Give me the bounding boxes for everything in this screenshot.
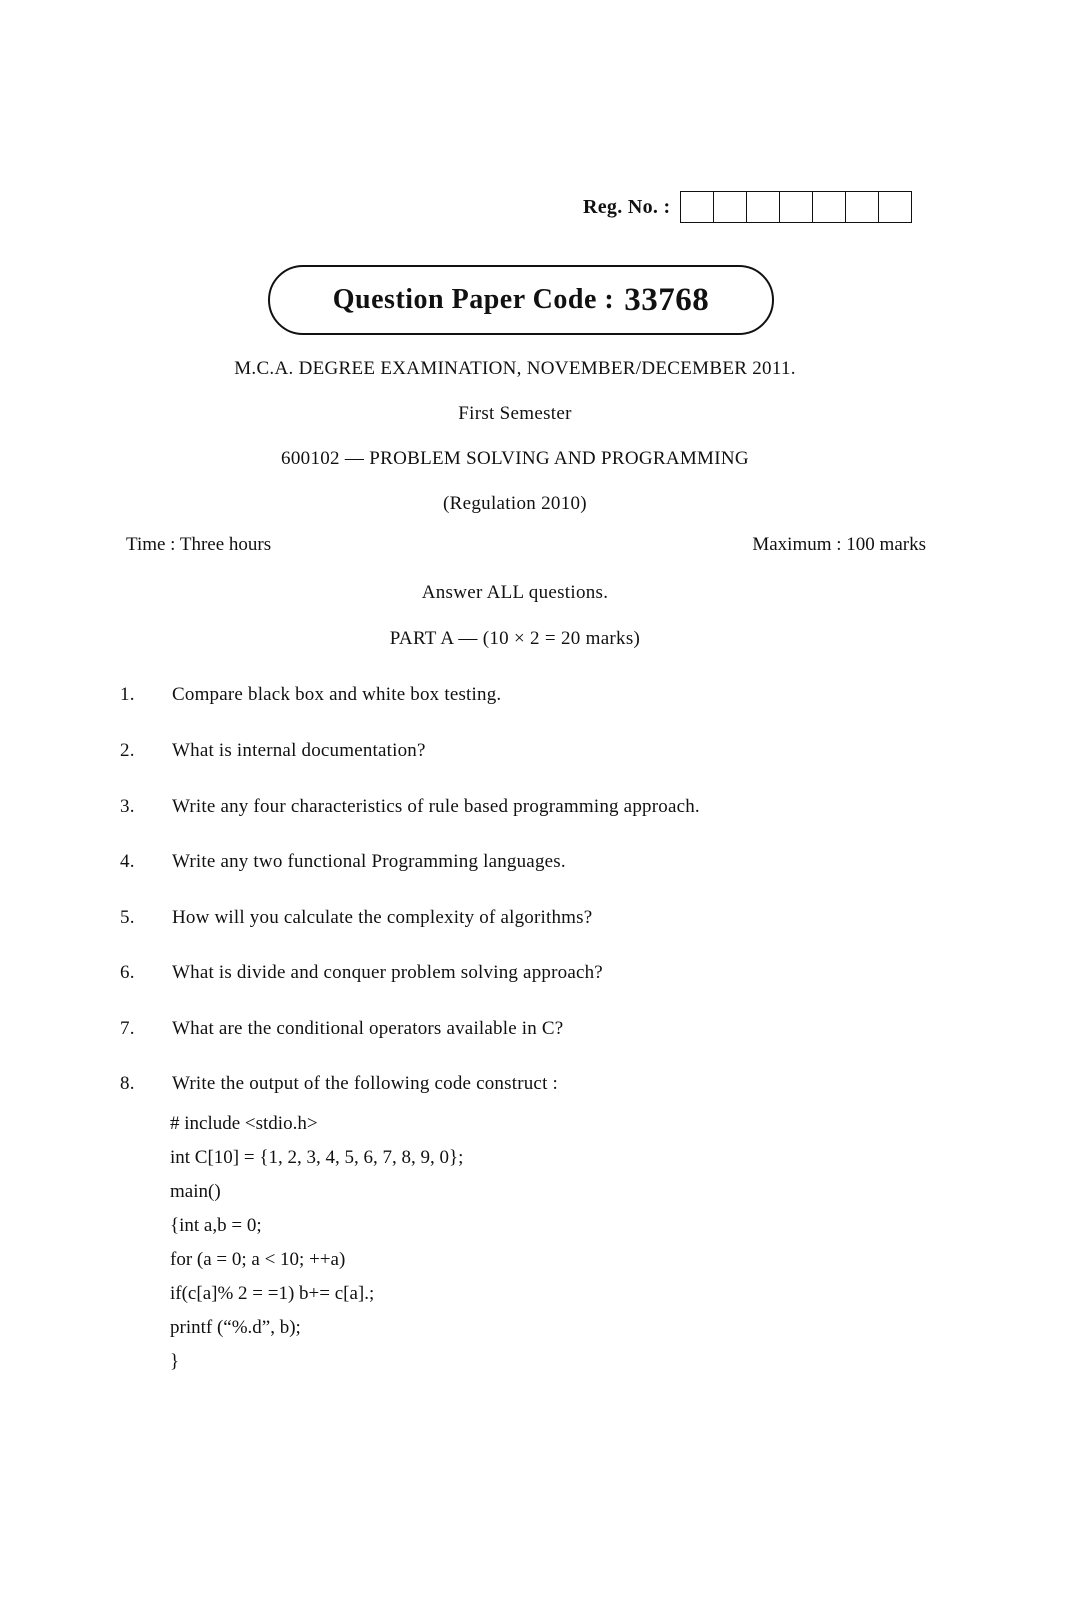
code-line: printf (“%.d”, b); <box>170 1317 301 1338</box>
code-snippet <box>170 1107 463 1379</box>
question-text: Write any four characteristics of rule based programming approach. <box>172 796 700 817</box>
question-text: How will you calculate the complexity of algorithms? <box>172 907 593 928</box>
maximum-marks: Maximum : 100 marks <box>752 534 926 555</box>
question-item <box>120 1018 563 1040</box>
question-number: 5. <box>120 907 135 928</box>
question-paper-code-badge <box>268 265 774 335</box>
part-a-heading: PART A — (10 × 2 = 20 marks) <box>389 628 641 649</box>
question-item <box>120 851 566 873</box>
question-number: 7. <box>120 1018 135 1039</box>
code-line: if(c[a]% 2 = =1) b+= c[a].; <box>170 1283 375 1304</box>
question-number: 4. <box>120 851 135 872</box>
question-number: 2. <box>120 740 135 761</box>
question-text: Write any two functional Programming languages. <box>172 851 566 872</box>
question-number: 1. <box>120 684 135 705</box>
reg-digit-box[interactable] <box>879 192 911 222</box>
code-line: # include <stdio.h> <box>170 1113 318 1134</box>
question-item <box>120 1073 558 1095</box>
question-text: Compare black box and white box testing. <box>172 684 502 705</box>
reg-number-boxes <box>680 191 912 223</box>
code-line: } <box>170 1351 180 1372</box>
question-paper-code-label: Question Paper Code : <box>332 284 615 315</box>
subject-title: 600102 — PROBLEM SOLVING AND PROGRAMMING <box>281 448 749 469</box>
code-line: for (a = 0; a < 10; ++a) <box>170 1249 346 1270</box>
question-item <box>120 740 426 762</box>
question-text: What is internal documentation? <box>172 740 426 761</box>
reg-digit-box[interactable] <box>714 192 747 222</box>
reg-digit-box[interactable] <box>813 192 846 222</box>
reg-digit-box[interactable] <box>681 192 714 222</box>
reg-digit-box[interactable] <box>846 192 879 222</box>
question-item <box>120 796 700 818</box>
time-marks-row <box>126 534 926 556</box>
question-number: 3. <box>120 796 135 817</box>
instruction: Answer ALL questions. <box>421 582 609 603</box>
question-item <box>120 684 501 706</box>
reg-digit-box[interactable] <box>747 192 780 222</box>
question-text: Write the output of the following code construct : <box>172 1073 558 1094</box>
question-item <box>120 962 603 984</box>
exam-title: M.C.A. DEGREE EXAMINATION, NOVEMBER/DECEMBER 2011. <box>234 358 796 379</box>
reg-number-block <box>583 190 912 224</box>
code-line: int C[10] = {1, 2, 3, 4, 5, 6, 7, 8, 9, 0}; <box>170 1147 464 1168</box>
question-text: What is divide and conquer problem solving approach? <box>172 962 603 983</box>
question-number: 8. <box>120 1073 135 1094</box>
code-line: main() <box>170 1181 221 1202</box>
time-allowed: Time : Three hours <box>126 534 272 555</box>
question-item <box>120 907 592 929</box>
question-paper-code-value: 33768 <box>624 281 710 318</box>
regulation: (Regulation 2010) <box>443 493 587 514</box>
reg-digit-box[interactable] <box>780 192 813 222</box>
question-number: 6. <box>120 962 135 983</box>
code-line: {int a,b = 0; <box>170 1215 262 1236</box>
reg-number-label: Reg. No. : <box>583 195 671 218</box>
question-text: What are the conditional operators available in C? <box>172 1018 564 1039</box>
semester: First Semester <box>458 403 572 424</box>
